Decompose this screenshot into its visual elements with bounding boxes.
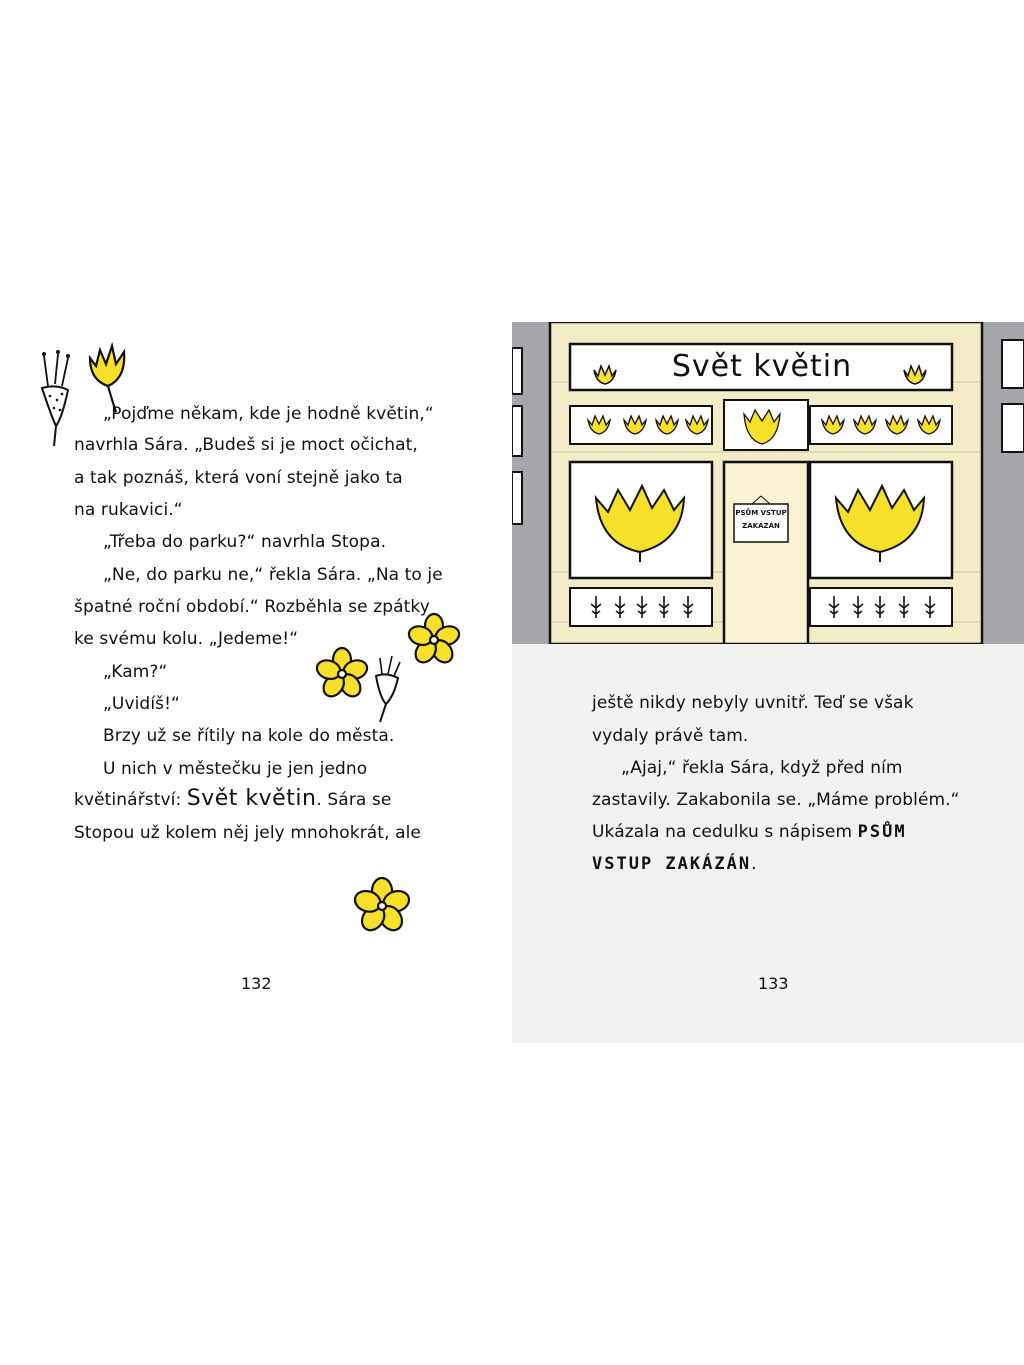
right-page — [512, 322, 1024, 1043]
yellow-flower-icon — [314, 646, 370, 702]
sign-text-bold: PSŮM — [857, 822, 907, 842]
text-segment: . Sára se — [316, 790, 392, 810]
text-line-6: „Ne, do parku ne,“ řekla Sára. „Na to je — [103, 565, 443, 585]
text-line-6 — [592, 854, 757, 874]
text-segment: . — [751, 854, 757, 874]
tulip-bud-icon — [30, 348, 80, 448]
text-line-1: ještě nikdy nebyly uvnitř. Teď se však — [592, 693, 914, 713]
page-number: 133 — [758, 974, 789, 993]
text-line-10: „Uvidíš!“ — [103, 694, 180, 714]
yellow-flower-icon — [352, 876, 412, 936]
text-line-1: „Pojďme někam, kde je hodně květin,“ — [103, 404, 434, 424]
text-line-7: špatné roční období.“ Rozběhla se zpátky — [74, 597, 430, 617]
text-line-12: U nich v městečku je jen jedno — [103, 759, 368, 779]
left-page — [0, 322, 512, 1043]
text-line-14: Stopou už kolem něj jely mnohokrát, ale — [74, 823, 421, 843]
yellow-flower-icon — [406, 612, 462, 668]
text-segment: květinářství: — [74, 790, 187, 810]
shop-sign: Svět květin — [671, 349, 853, 384]
text-line-2: navrhla Sára. „Budeš si je moct očichat, — [74, 435, 418, 455]
tulip-bud-icon — [368, 654, 408, 724]
sign-text-bold: VSTUP ZAKÁZÁN — [592, 854, 752, 874]
text-line-4: zastavily. Zakabonila se. „Máme problém.“ — [592, 790, 960, 810]
door-sign-line2: ZAKÁZÁN — [742, 522, 780, 530]
text-line-2: vydaly právě tam. — [592, 726, 749, 746]
text-line-13 — [74, 786, 392, 811]
page-number: 132 — [241, 974, 272, 993]
text-line-3: a tak poznáš, která voní stejně jako ta — [74, 468, 403, 488]
text-line-5 — [592, 822, 907, 842]
door-sign-line1: PSŮM VSTUP — [735, 509, 787, 517]
shop-name-inline: Svět květin — [186, 786, 317, 811]
text-line-11: Brzy už se řítily na kole do města. — [103, 726, 395, 746]
text-line-5: „Třeba do parku?“ navrhla Stopa. — [103, 532, 387, 552]
text-line-3: „Ajaj,“ řekla Sára, když před ním — [621, 758, 903, 778]
text-line-4: na rukavici.“ — [74, 500, 183, 520]
text-line-9: „Kam?“ — [103, 662, 168, 682]
text-line-8: ke svému kolu. „Jedeme!“ — [74, 629, 299, 649]
text-segment: Ukázala na cedulku s nápisem — [592, 822, 858, 842]
